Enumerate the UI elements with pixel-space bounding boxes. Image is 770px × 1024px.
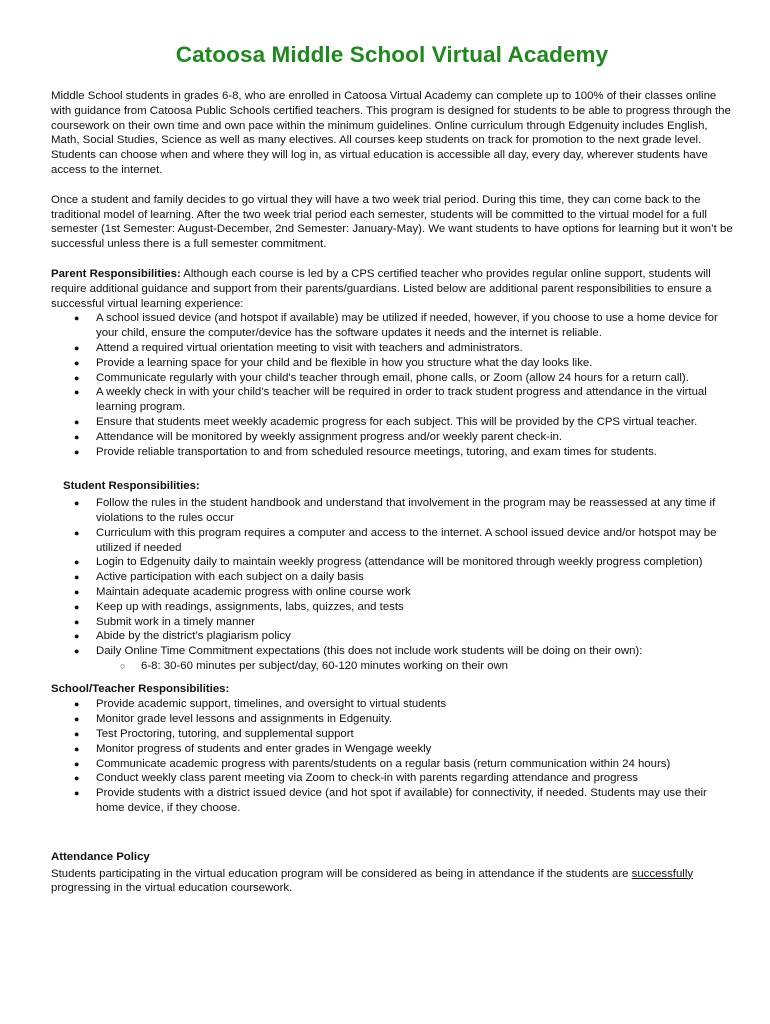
page-title: Catoosa Middle School Virtual Academy <box>175 42 609 67</box>
list-item: ● Provide students with a district issued device (and hot spot if available) for connectivity, if needed. Students may use their home device, if they choose. <box>96 786 733 816</box>
list-item: ● Provide academic support, timelines, and oversight to virtual students <box>96 697 733 712</box>
parent-responsibilities-section <box>51 267 733 459</box>
list-item: ● Attend a required virtual orientation meeting to visit with teachers and administrators. <box>96 341 733 356</box>
list-item: ● Communicate regularly with your child's teacher through email, phone calls, or Zoom (allow 24 hours for a return call). <box>96 371 733 386</box>
attendance-text-start: Students participating in the virtual education program will be considered as being in attendance if the students are <box>51 867 632 880</box>
student-responsibilities-section <box>51 479 733 673</box>
list-item: ● Communicate academic progress with parents/students on a regular basis (return communication within 24 hours) <box>96 757 733 772</box>
sub-list-item: ○ 6-8: 30-60 minutes per subject/day, 60-120 minutes working on their own <box>141 659 733 674</box>
list-item: ● Active participation with each subject on a daily basis <box>96 570 733 585</box>
list-item: ● Abide by the district’s plagiarism policy <box>96 629 733 644</box>
list-item: ● Conduct weekly class parent meeting via Zoom to check-in with parents regarding attendance and progress <box>96 771 733 786</box>
list-item: ● A weekly check in with your child’s teacher will be required in order to track student progress and attendance in the virtual learning program. <box>96 385 733 415</box>
attendance-policy-section <box>51 850 733 896</box>
parent-intro <box>51 267 733 311</box>
student-heading: Student Responsibilities: <box>63 480 200 493</box>
list-item: ● Curriculum with this program requires a computer and access to the internet. A school issued device and/or hotspot may be utilized if needed <box>96 526 733 556</box>
teacher-heading: School/Teacher Responsibilities: <box>51 682 230 695</box>
list-item: ● Attendance will be monitored by weekly assignment progress and/or weekly parent check-in. <box>96 430 733 445</box>
list-item: ● Daily Online Time Commitment expectations (this does not include work students will be doing on their own): <box>96 644 733 659</box>
list-item: ● Test Proctoring, tutoring, and supplemental support <box>96 727 733 742</box>
parent-list <box>51 311 733 459</box>
document-page <box>51 40 733 896</box>
list-item: ● Maintain adequate academic progress with online course work <box>96 585 733 600</box>
attendance-heading: Attendance Policy <box>51 850 150 863</box>
student-sublist <box>51 659 733 674</box>
parent-heading: Parent Responsibilities: <box>51 267 181 280</box>
list-item: ● Keep up with readings, assignments, labs, quizzes, and tests <box>96 600 733 615</box>
list-item: ● Provide a learning space for your child and be flexible in how you structure what the day looks like. <box>96 356 733 371</box>
attendance-text-end: progressing in the virtual education coursework. <box>51 882 293 895</box>
list-item: ● Follow the rules in the student handbook and understand that involvement in the program may be reassessed at any time if violations to the rules occur <box>96 496 733 526</box>
teacher-responsibilities-section <box>51 682 733 816</box>
list-item: ● Monitor progress of students and enter grades in Wengage weekly <box>96 742 733 757</box>
list-item: ● Monitor grade level lessons and assignments in Edgenuity. <box>96 712 733 727</box>
parent-intro-text: Although each course is led by a CPS certified teacher who provides regular online support, students will require additional guidance and support from their parents/guardians. Listed below are additional parent responsibilities to ensure a successful virtual learning experience: <box>51 267 712 310</box>
intro-paragraph-1: Middle School students in grades 6-8, who are enrolled in Catoosa Virtual Academy can complete up to 100% of their classes online with guidance from Catoosa Public Schools certified teachers. This program is designed for students to be able to progress through the coursework on their own time and own pace within the minimum guidelines. Online curriculum through Edgenuity includes English, Math, Social Studies, Science as well as many electives. All courses keep students on track for promotion to the next grade level. Students can choose when and where they will log in, as virtual education is accessible all day, every day, wherever students have access to the internet. <box>51 90 731 176</box>
list-item: ● Login to Edgenuity daily to maintain weekly progress (attendance will be monitored through weekly progress completion) <box>96 555 733 570</box>
teacher-list <box>51 697 733 815</box>
list-item: ● Ensure that students meet weekly academic progress for each subject. This will be provided by the CPS virtual teacher. <box>96 415 733 430</box>
list-item: ● A school issued device (and hotspot if available) may be utilized if needed, however, if you choose to use a home device for your child, ensure the computer/device has the software updates it needs and the internet is reliable. <box>96 311 733 341</box>
student-list <box>51 496 733 659</box>
list-item: ● Provide reliable transportation to and from scheduled resource meetings, tutoring, and exam times for students. <box>96 445 733 460</box>
attendance-text <box>51 867 733 897</box>
attendance-underlined-word: successfully <box>631 867 694 880</box>
intro-paragraph-2: Once a student and family decides to go virtual they will have a two week trial period. During this time, they can come back to the traditional model of learning. After the two week trial period each semester, students will be committed to the virtual model for a full semester (1st Semester: August-December, 2nd Semester: January-May). We want students to have options for learning but it won’t be successful unless there is a full semester commitment. <box>51 193 733 251</box>
list-item: ● Submit work in a timely manner <box>96 615 733 630</box>
